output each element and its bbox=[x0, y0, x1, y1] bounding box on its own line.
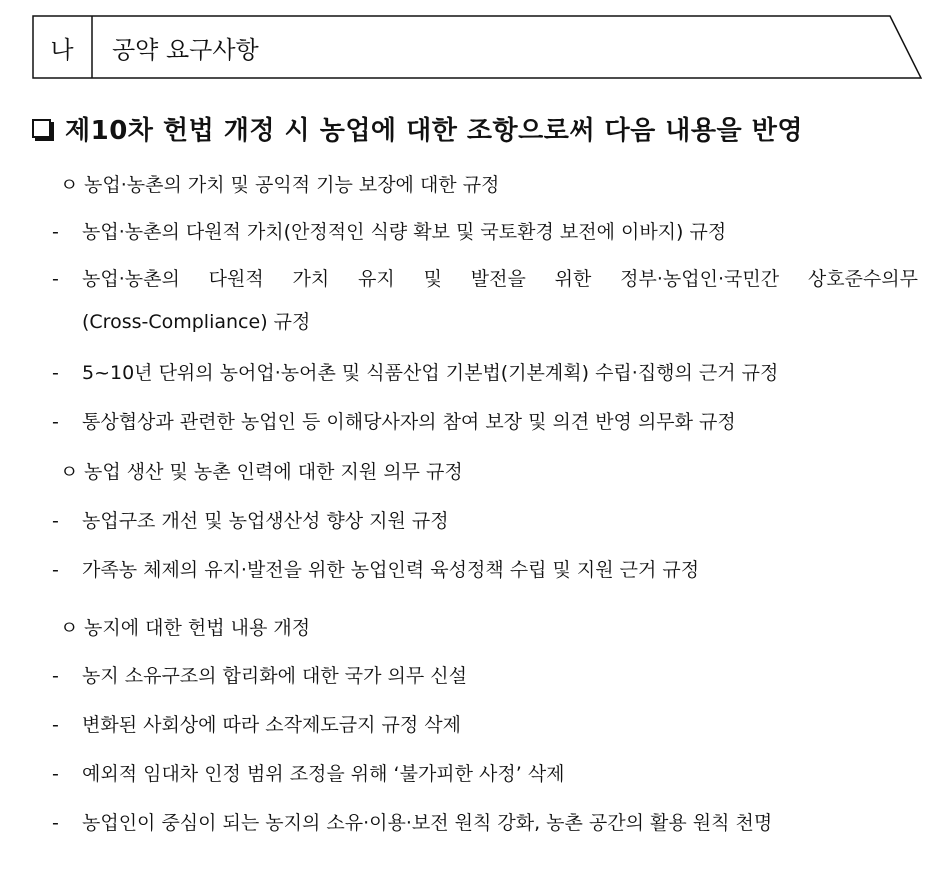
section-number: 나 bbox=[50, 35, 74, 64]
list-item bbox=[52, 507, 449, 535]
dash-bullet: - bbox=[52, 714, 59, 736]
list-item-text: 5~10년 단위의 농어업·농어촌 및 식품산업 기본법(기본계획) 수립·집행의 근거 규정 bbox=[82, 362, 779, 384]
list-item-text: 농업·농촌의 다원적 가치(안정적인 식량 확보 및 국토환경 보전에 이바지) 규정 bbox=[82, 221, 727, 243]
list-item-text: 농업 생산 및 농촌 인력에 대한 지원 의무 규정 bbox=[84, 461, 463, 483]
list-item bbox=[52, 359, 778, 387]
checkbox-square-icon bbox=[32, 119, 51, 138]
list-item bbox=[52, 760, 565, 788]
dash-bullet: - bbox=[52, 268, 59, 290]
dash-bullet: - bbox=[52, 665, 59, 687]
dash-bullet: - bbox=[52, 763, 59, 785]
list-item bbox=[52, 265, 934, 293]
circle-bullet: ㅇ bbox=[60, 461, 79, 483]
main-heading-text: 제10차 헌법 개정 시 농업에 대한 조항으로써 다음 내용을 반영 bbox=[65, 115, 803, 146]
section-header bbox=[32, 15, 922, 79]
circle-bullet: ㅇ bbox=[60, 617, 79, 639]
list-item bbox=[60, 171, 499, 199]
list-item-text: 농업구조 개선 및 농업생산성 향상 지원 규정 bbox=[82, 510, 449, 532]
list-item-text: 농업·농촌의 가치 및 공익적 기능 보장에 대한 규정 bbox=[84, 174, 500, 196]
list-item-text: (Cross-Compliance) 규정 bbox=[82, 311, 311, 333]
list-item-text: 통상협상과 관련한 농업인 등 이해당사자의 참여 보장 및 의견 반영 의무화 규정 bbox=[82, 411, 736, 433]
dash-bullet: - bbox=[52, 812, 59, 834]
main-heading bbox=[30, 108, 803, 148]
list-item bbox=[52, 711, 461, 739]
list-item bbox=[52, 809, 772, 837]
dash-bullet: - bbox=[52, 221, 59, 243]
list-item-continuation bbox=[82, 308, 310, 336]
list-item bbox=[60, 458, 463, 486]
list-item bbox=[52, 662, 467, 690]
list-item bbox=[52, 556, 699, 584]
list-item-text: 예외적 임대차 인정 범위 조정을 위해 ‘불가피한 사정’ 삭제 bbox=[82, 763, 565, 785]
list-item bbox=[52, 218, 726, 246]
list-item bbox=[60, 614, 310, 642]
dash-bullet: - bbox=[52, 411, 59, 433]
list-item-text: 농지 소유구조의 합리화에 대한 국가 의무 신설 bbox=[82, 665, 467, 687]
list-item-text: 가족농 체제의 유지·발전을 위한 농업인력 육성정책 수립 및 지원 근거 규정 bbox=[82, 559, 700, 581]
list-item-text: 농지에 대한 헌법 내용 개정 bbox=[84, 617, 311, 639]
list-item-text: 농업인이 중심이 되는 농지의 소유·이용·보전 원칙 강화, 농촌 공간의 활용 원칙 천명 bbox=[82, 812, 773, 834]
dash-bullet: - bbox=[52, 362, 59, 384]
list-item bbox=[52, 408, 736, 436]
list-item-text: 농업·농촌의 다원적 가치 유지 및 발전을 위한 정부·농업인·국민간 상호준수의무 bbox=[82, 268, 918, 290]
dash-bullet: - bbox=[52, 559, 59, 581]
dash-bullet: - bbox=[52, 510, 59, 532]
section-title: 공약 요구사항 bbox=[112, 35, 259, 64]
circle-bullet: ㅇ bbox=[60, 174, 79, 196]
list-item-text: 변화된 사회상에 따라 소작제도금지 규정 삭제 bbox=[82, 714, 461, 736]
